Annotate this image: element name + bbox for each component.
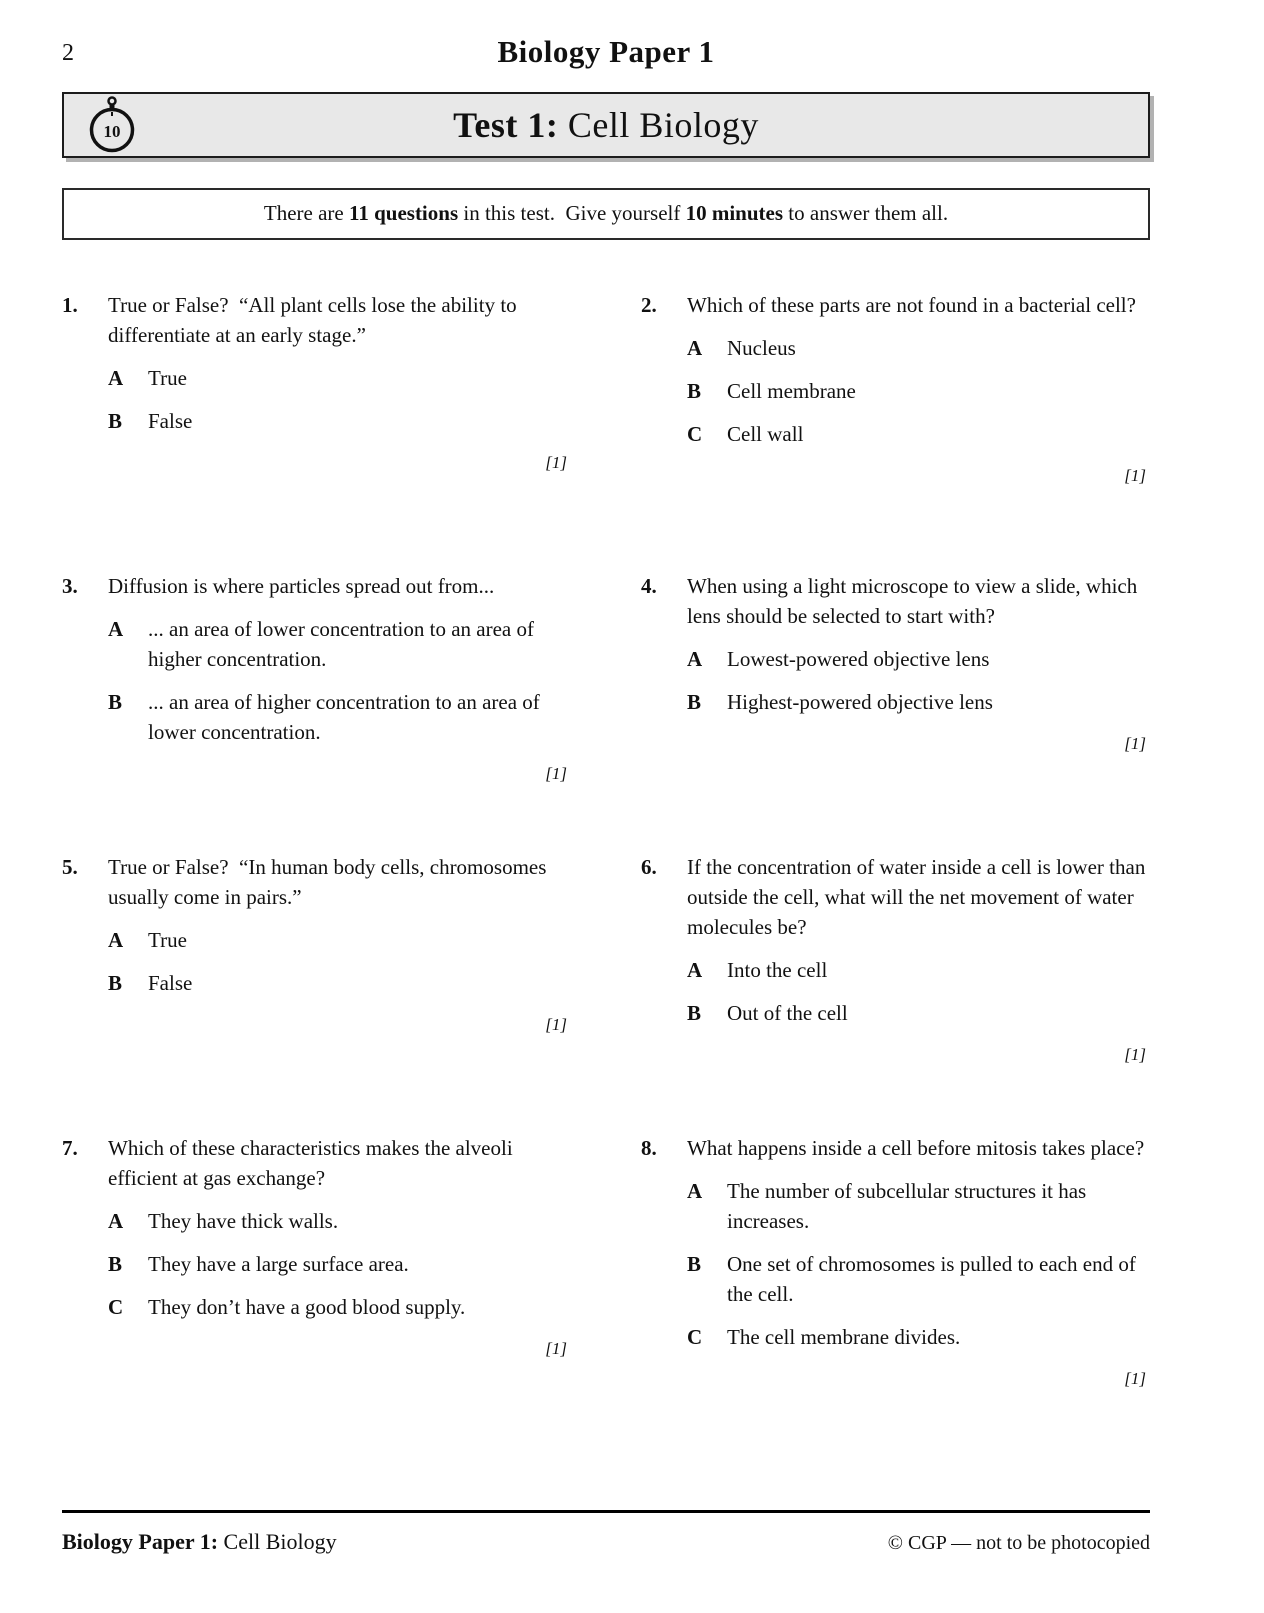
answer-option <box>108 1249 571 1279</box>
instructions-text-1: There are <box>263 201 349 225</box>
question-text: If the concentration of water inside a cell is lower than outside the cell, what will the net movement of water molecules be? <box>687 855 1151 939</box>
marks-label: [1] <box>545 1015 567 1034</box>
question-number: 6. <box>641 855 657 879</box>
option-text: The cell membrane divides. <box>727 1325 961 1349</box>
question-number: 7. <box>62 1136 78 1160</box>
instructions-question-count: 11 questions <box>349 201 459 225</box>
question-block <box>62 571 571 789</box>
question-number: 2. <box>641 293 657 317</box>
marks-label: [1] <box>1124 466 1146 485</box>
answer-option <box>687 333 1150 363</box>
option-text: One set of chromosomes is pulled to each end of the cell. <box>727 1252 1136 1306</box>
options-list <box>687 1176 1150 1352</box>
header-title: Biology Paper 1 <box>497 34 715 69</box>
stopwatch-minutes: 10 <box>103 122 121 141</box>
question-block <box>641 571 1150 759</box>
question-block <box>641 852 1150 1070</box>
option-letter: B <box>687 379 702 403</box>
footer-divider <box>62 1510 1150 1513</box>
question-number: 8. <box>641 1136 657 1160</box>
option-text: False <box>148 971 193 995</box>
marks-label: [1] <box>1124 734 1146 753</box>
answer-option <box>687 1322 1150 1352</box>
option-text: They don’t have a good blood supply. <box>148 1295 466 1319</box>
option-letter: A <box>687 336 703 360</box>
page-number: 2 <box>62 40 74 66</box>
answer-option <box>687 644 1150 674</box>
option-text: ... an area of higher concentration to an area of lower concentration. <box>148 690 540 744</box>
option-text: Cell wall <box>727 422 804 446</box>
marks-label: [1] <box>545 1339 567 1358</box>
question-block <box>62 852 571 1040</box>
option-letter: B <box>108 409 123 433</box>
answer-option <box>108 406 571 436</box>
test-title-bold: Test 1: <box>453 105 559 145</box>
question-block <box>641 290 1150 491</box>
answer-option <box>687 1176 1150 1236</box>
options-list <box>687 644 1150 717</box>
questions-grid <box>62 290 1150 1414</box>
instructions-time-limit: 10 minutes <box>685 201 784 225</box>
answer-option <box>687 687 1150 717</box>
question-block <box>62 1133 571 1364</box>
option-letter: B <box>108 971 123 995</box>
question-text: True or False? “In human body cells, chromosomes usually come in pairs.” <box>108 855 552 909</box>
option-letter: A <box>687 958 703 982</box>
question-block <box>62 290 571 478</box>
question-number: 5. <box>62 855 78 879</box>
options-list <box>108 925 571 998</box>
option-text: Into the cell <box>727 958 828 982</box>
instructions-text-3: to answer them all. <box>783 201 949 225</box>
question-number: 4. <box>641 574 657 598</box>
answer-option <box>687 955 1150 985</box>
question-text: Diffusion is where particles spread out from... <box>108 574 495 598</box>
option-letter: B <box>687 1252 702 1276</box>
option-letter: A <box>687 647 703 671</box>
question-text: Which of these characteristics makes the alveoli efficient at gas exchange? <box>108 1136 518 1190</box>
option-text: Nucleus <box>727 336 796 360</box>
test-title <box>453 104 759 146</box>
option-text: ... an area of lower concentration to an area of higher concentration. <box>148 617 534 671</box>
question-text: What happens inside a cell before mitosis takes place? <box>687 1136 1145 1160</box>
options-list <box>108 614 571 747</box>
option-letter: A <box>108 1209 124 1233</box>
options-list <box>108 363 571 436</box>
footer-title <box>62 1529 337 1555</box>
options-list <box>687 955 1150 1028</box>
option-letter: C <box>108 1295 124 1319</box>
question-text: When using a light microscope to view a slide, which lens should be selected to start with? <box>687 574 1143 628</box>
test-title-rest: Cell Biology <box>558 105 759 145</box>
page-footer <box>62 1510 1150 1555</box>
marks-label: [1] <box>545 764 567 783</box>
option-text: Highest-powered objective lens <box>727 690 993 714</box>
answer-option <box>687 419 1150 449</box>
answer-option <box>108 363 571 393</box>
marks-label: [1] <box>545 453 567 472</box>
stopwatch-icon <box>86 96 138 154</box>
option-letter: C <box>687 422 703 446</box>
option-letter: B <box>108 690 123 714</box>
options-list <box>687 333 1150 449</box>
option-text: True <box>148 928 187 952</box>
option-letter: A <box>687 1179 703 1203</box>
options-list <box>108 1206 571 1322</box>
answer-option <box>108 687 571 747</box>
option-letter: B <box>108 1252 123 1276</box>
question-text: True or False? “All plant cells lose the ability to differentiate at an early stage.” <box>108 293 522 347</box>
instructions-text-2: in this test. Give yourself <box>458 201 686 225</box>
option-text: They have a large surface area. <box>148 1252 409 1276</box>
option-text: False <box>148 409 193 433</box>
option-text: Out of the cell <box>727 1001 848 1025</box>
answer-option <box>108 925 571 955</box>
option-letter: B <box>687 690 702 714</box>
answer-option <box>108 1292 571 1322</box>
answer-option <box>108 614 571 674</box>
option-letter: A <box>108 366 124 390</box>
question-block <box>641 1133 1150 1394</box>
marks-label: [1] <box>1124 1045 1146 1064</box>
option-letter: A <box>108 928 124 952</box>
option-letter: C <box>687 1325 703 1349</box>
marks-label: [1] <box>1124 1369 1146 1388</box>
question-number: 3. <box>62 574 78 598</box>
option-letter: B <box>687 1001 702 1025</box>
answer-option <box>108 968 571 998</box>
option-text: They have thick walls. <box>148 1209 339 1233</box>
test-title-banner <box>62 92 1150 158</box>
option-text: Lowest-powered objective lens <box>727 647 990 671</box>
footer-title-rest: Cell Biology <box>218 1529 337 1554</box>
answer-option <box>687 376 1150 406</box>
answer-option <box>687 1249 1150 1309</box>
question-number: 1. <box>62 293 78 317</box>
page-header <box>62 34 1150 78</box>
option-text: The number of subcellular structures it has increases. <box>727 1179 1087 1233</box>
answer-option <box>687 998 1150 1028</box>
answer-option <box>108 1206 571 1236</box>
footer-copyright: © CGP — not to be photocopied <box>887 1532 1150 1554</box>
option-text: True <box>148 366 187 390</box>
option-letter: A <box>108 617 124 641</box>
option-text: Cell membrane <box>727 379 856 403</box>
question-text: Which of these parts are not found in a bacterial cell? <box>687 293 1136 317</box>
footer-title-bold: Biology Paper 1: <box>62 1529 219 1554</box>
instructions-box <box>62 188 1150 240</box>
